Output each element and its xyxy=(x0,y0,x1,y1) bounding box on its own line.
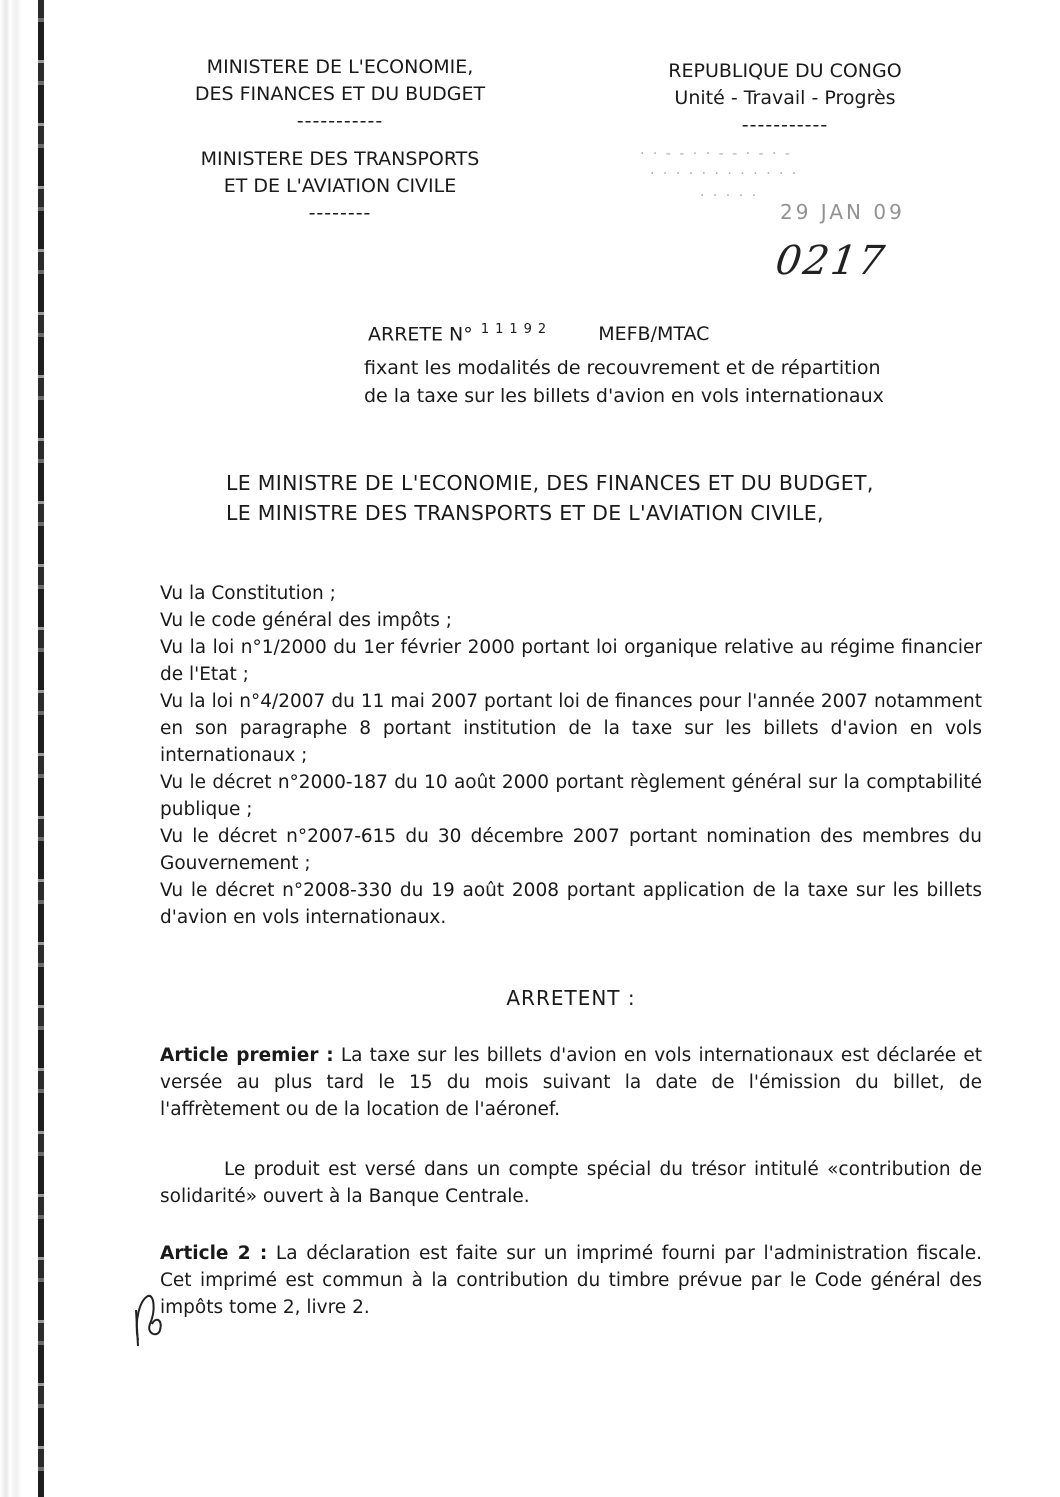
minister-transport: LE MINISTRE DES TRANSPORTS ET DE L'AVIATION CIVILE, xyxy=(226,501,824,525)
republic-header xyxy=(620,58,950,139)
scan-binding-strip xyxy=(38,0,44,1497)
stamp-date: 29 JAN 09 xyxy=(780,200,905,224)
arrete-subtitle-line-2: de la taxe sur les billets d'avion en vols internationaux xyxy=(364,385,884,407)
handwritten-registration-number: 0217 xyxy=(772,238,890,284)
arrete-number: 11192 xyxy=(480,322,553,337)
considerant-item: Vu le décret n°2008-330 du 19 août 2008 portant application de la taxe sur les billets d'avion en vols internationaux. xyxy=(160,880,982,928)
minister-economy: LE MINISTRE DE L'ECONOMIE, DES FINANCES ET DU BUDGET, xyxy=(226,471,874,495)
handwritten-initials xyxy=(130,1290,170,1350)
ministry-economy-line-1: MINISTERE DE L'ECONOMIE, xyxy=(206,56,474,78)
considerants-list xyxy=(160,580,982,931)
stamp-illegible-line: · · · · · · · · · · · · xyxy=(650,166,799,182)
ministry-transport-line-2: ET DE L'AVIATION CIVILE xyxy=(223,175,457,197)
article-2-label: Article 2 : xyxy=(160,1243,268,1264)
considerant-item: Vu la loi n°1/2000 du 1er février 2000 portant loi organique relative au régime financier de l'Etat ; xyxy=(160,637,982,685)
article-2-text: La déclaration est faite sur un imprimé fourni par l'administration fiscale. Cet imprimé est commun à la contribution du timbre prévue par le Code général des impôts tome 2, livre 2. xyxy=(160,1243,982,1318)
arrete-subtitle-line-1: fixant les modalités de recouvrement et de répartition xyxy=(364,357,881,379)
considerant-item: Vu le décret n°2000-187 du 10 août 2000 portant règlement général sur la comptabilité publique ; xyxy=(160,772,982,820)
header-separator: ----------- xyxy=(296,110,384,132)
arrete-label: ARRETE N° xyxy=(368,323,473,346)
article-1 xyxy=(160,1042,982,1123)
produit-paragraph xyxy=(160,1156,982,1210)
scan-edge-artifact xyxy=(0,0,34,1497)
ministry-transport-header xyxy=(150,146,530,227)
article-1-label: Article premier : xyxy=(160,1045,334,1066)
ministry-economy-line-2: DES FINANCES ET DU BUDGET xyxy=(194,83,486,105)
arretent-heading: ARRETENT : xyxy=(506,986,636,1010)
country-name: REPUBLIQUE DU CONGO xyxy=(668,60,902,82)
stamp-illegible-line: · · - - · · - - · - · - xyxy=(640,146,792,162)
article-1-text: La taxe sur les billets d'avion en vols internationaux est déclarée et versée au plus tard le 15 du mois suivant la date de l'émission du billet, de l'affrètement ou de la location de l'aéronef. xyxy=(160,1045,982,1120)
arrete-heading xyxy=(368,316,709,348)
ministry-economy-header xyxy=(150,54,530,135)
arrete-subtitle xyxy=(364,354,944,410)
ministry-transport-line-1: MINISTERE DES TRANSPORTS xyxy=(200,148,480,170)
country-motto: Unité - Travail - Progrès xyxy=(674,87,896,109)
header-separator: ----------- xyxy=(741,114,829,136)
ministers-block xyxy=(226,468,986,528)
arrete-code: MEFB/MTAC xyxy=(598,323,710,346)
considerant-item: Vu le décret n°2007-615 du 30 décembre 2007 portant nomination des membres du Gouvernement ; xyxy=(160,826,982,874)
considerant-item: Vu la loi n°4/2007 du 11 mai 2007 portant loi de finances pour l'année 2007 notamment en son paragraphe 8 portant institution de la taxe sur les billets d'avion en vols internationaux ; xyxy=(160,691,982,766)
considerant-item: Vu la Constitution ; xyxy=(160,583,336,604)
considerant-item: Vu le code général des impôts ; xyxy=(160,610,452,631)
reception-stamp xyxy=(640,140,940,250)
produit-text: Le produit est versé dans un compte spécial du trésor intitulé «contribution de solidarité» ouvert à la Banque Centrale. xyxy=(160,1159,982,1207)
stamp-illegible-line: · · · · · xyxy=(700,188,759,204)
article-2 xyxy=(160,1240,982,1321)
header-separator: -------- xyxy=(308,202,372,224)
